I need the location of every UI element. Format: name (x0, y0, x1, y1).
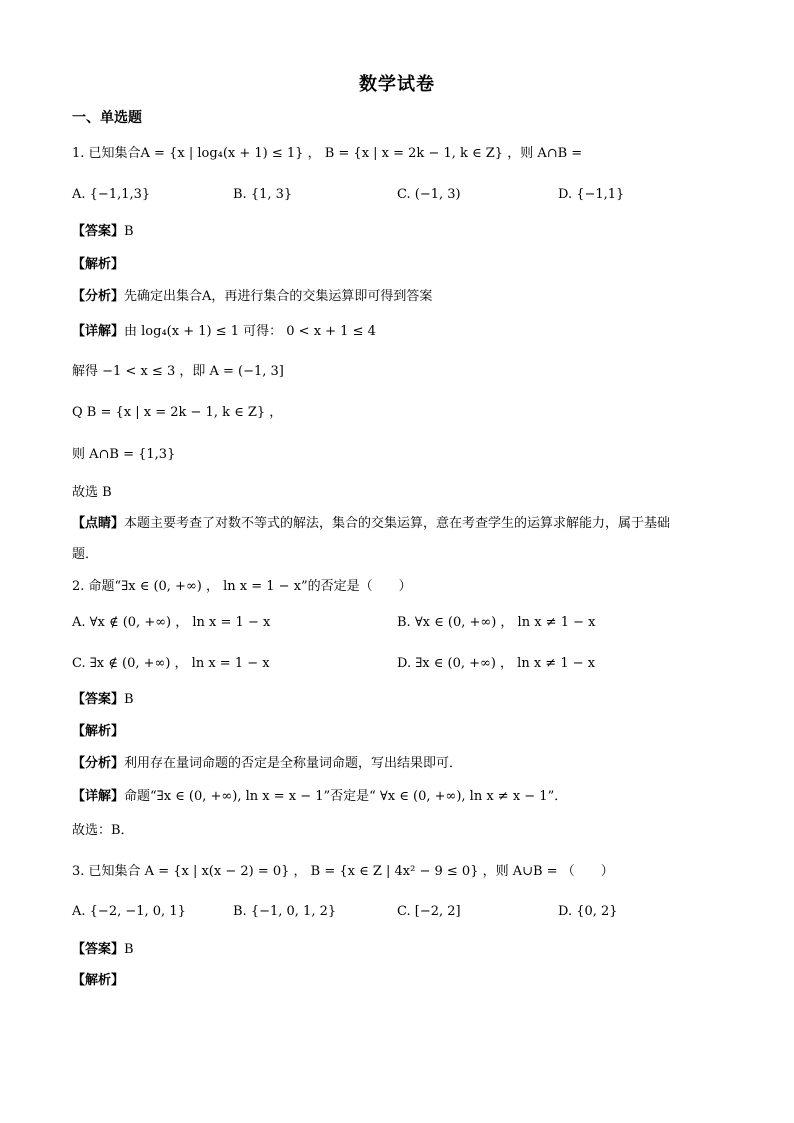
xiangjie-text: 命题“∃x ∈ (0, +∞), ln x = x − 1”否定是“ ∀x ∈ (0, +∞), ln x ≠ x − 1”． (124, 789, 568, 804)
q2-option-b: B. ∀x ∈ (0, +∞) ， ln x ≠ 1 − x (397, 615, 596, 630)
q1-step-4: 则 A∩B = {1,3} (72, 447, 176, 462)
q1-step-2: 解得 −1 < x ≤ 3 ，即 A = (−1, 3] (72, 364, 284, 379)
q2-answer (72, 690, 134, 710)
q2-option-c: C. ∃x ∉ (0, +∞) ， ln x = 1 − x (72, 656, 270, 671)
dianjing-text: 本题主要考查了对数不等式的解法，集合的交集运算，意在考查学生的运算求解能力，属于基础 (124, 516, 671, 531)
page-title: 数学试卷 (359, 74, 435, 95)
q3-stem: 3. 已知集合 A = {x | x(x − 2) = 0} ， B = {x ∈ Z | 4x² − 9 ≤ 0} ，则 A∪B = （ ） (72, 864, 614, 879)
q1-option-a: A. {−1,1,3} (72, 187, 151, 202)
q1-option-c: C. (−1, 3) (397, 187, 461, 202)
q1-dianjing (72, 514, 670, 534)
q3-option-a: A. {−2, −1, 0, 1} (72, 904, 186, 919)
q3-answer (72, 940, 134, 960)
q1-stem: 1. 已知集合A = {x | log₄(x + 1) ≤ 1} ， B = {x | x = 2k − 1, k ∈ Z} ，则 A∩B = (72, 146, 583, 161)
q1-conclusion: 故选 B (72, 485, 112, 500)
fenxi-text: 先确定出集合A，再进行集合的交集运算即可得到答案 (124, 289, 433, 304)
answer-value: B (124, 942, 134, 957)
q1-option-b: B. {1, 3} (233, 187, 293, 202)
q2-option-d: D. ∃x ∈ (0, +∞) ， ln x ≠ 1 − x (397, 656, 596, 671)
xiangjie-tag: 【详解】 (72, 324, 125, 339)
section-heading: 一、单选题 (72, 110, 142, 126)
q1-option-d: D. {−1,1} (558, 187, 625, 202)
fenxi-text: 利用存在量词命题的否定是全称量词命题，写出结果即可． (124, 756, 463, 771)
q1-fenxi (72, 287, 432, 307)
q1-answer (72, 222, 134, 242)
answer-tag: 【答案】 (72, 692, 125, 707)
q1-step-3: Q B = {x | x = 2k − 1, k ∈ Z} ， (72, 405, 283, 420)
fenxi-tag: 【分析】 (72, 756, 125, 771)
q1-analysis-tag: 【解析】 (72, 257, 125, 272)
q3-option-c: C. [−2, 2] (397, 904, 461, 919)
q2-analysis-tag: 【解析】 (72, 724, 125, 739)
q1-xiangjie (72, 322, 376, 342)
q2-conclusion: 故选：B． (72, 823, 134, 838)
q3-option-b: B. {−1, 0, 1, 2} (233, 904, 337, 919)
answer-tag: 【答案】 (72, 942, 125, 957)
answer-value: B (124, 692, 134, 707)
q3-analysis-tag: 【解析】 (72, 973, 125, 988)
q2-xiangjie (72, 787, 567, 807)
q1-dianjing-cont: 题． (72, 547, 99, 562)
fenxi-tag: 【分析】 (72, 289, 125, 304)
q2-option-a: A. ∀x ∉ (0, +∞) ， ln x = 1 − x (72, 615, 271, 630)
xiangjie-tag: 【详解】 (72, 789, 125, 804)
q3-option-d: D. {0, 2} (558, 904, 618, 919)
xiangjie-text: 由 log₄(x + 1) ≤ 1 可得： 0 < x + 1 ≤ 4 (124, 324, 376, 339)
dianjing-tag: 【点睛】 (72, 516, 125, 531)
q2-stem: 2. 命题“∃x ∈ (0, +∞) ， ln x = 1 − x”的否定是（ ） (72, 579, 412, 594)
answer-value: B (124, 224, 134, 239)
answer-tag: 【答案】 (72, 224, 125, 239)
q2-fenxi (72, 754, 462, 774)
